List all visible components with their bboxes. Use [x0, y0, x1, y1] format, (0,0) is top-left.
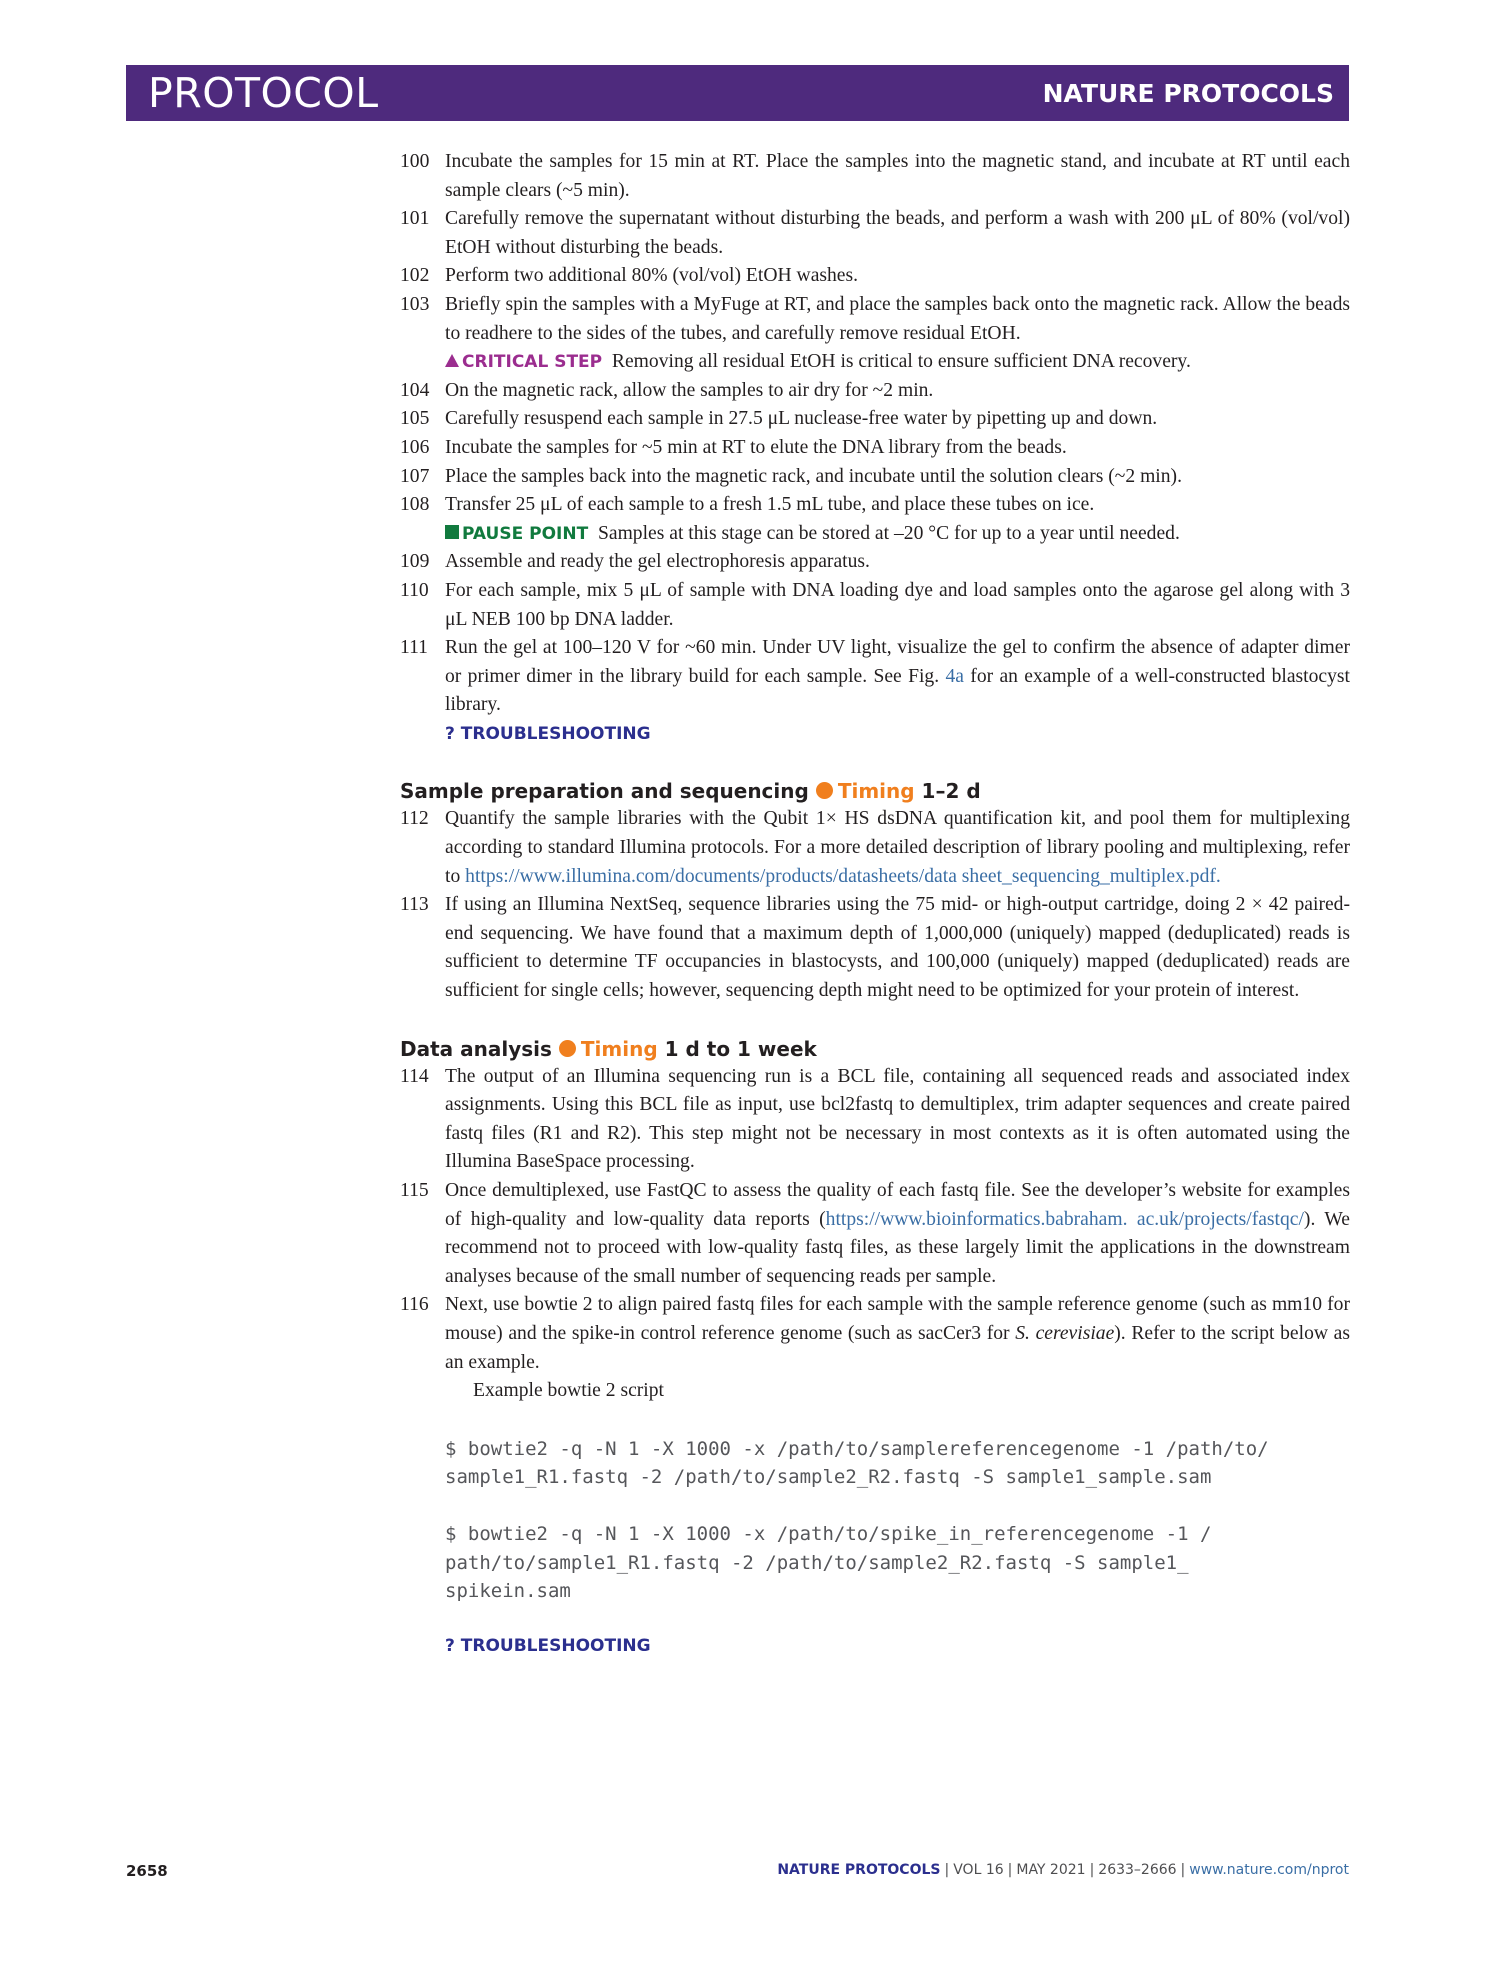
protocol-step: 113 If using an Illumina NextSeq, sequence libraries using the 75 mid- or high-output cartridge, doing 2 × 42 paired-end sequencing. We have found that a maximum depth of 1,000,000 (uniquely) mapped (deduplicated) reads is sufficient to determine TF occupancies in blastocysts, and 100,000 (uniquely) mapped (deduplicated) reads are sufficient for single cells; however, sequencing depth might need to be optimized for your protein of interest. [400, 894, 1350, 1002]
protocol-step: 107 Place the samples back into the magnetic rack, and incubate until the solution clears (~2 min). [400, 465, 1182, 487]
code-block: $ bowtie2 -q -N 1 -X 1000 -x /path/to/samplereferencegenome -1 /path/to/ sample1_R1.fastq -2 /path/to/sample2_R2.fastq -S sample1_sample.sam [445, 1437, 1269, 1489]
pause-point-note: PAUSE POINT Samples at this stage can be stored at –20 °C for up to a year until needed. [400, 520, 1350, 549]
troubleshooting-note [400, 1632, 1350, 1661]
protocol-step: 115 Once demultiplexed, use FastQC to assess the quality of each fastq file. See the developer’s website for examples of high-quality and low-quality data reports (https://www.bioinformatics.babraham. ac.uk/projects/fastqc/). We recommend not to proceed with low-quality fastq files, as these largely limit the applications in the downstream analyses because of the small number of sequencing reads per sample. [400, 1180, 1351, 1287]
code-block: $ bowtie2 -q -N 1 -X 1000 -x /path/to/spike_in_referencegenome -1 / path/to/sample1_R1.fastq -2 /path/to/sample2_R2.fastq -S sample1_ spikein.sam [445, 1522, 1212, 1603]
protocol-step: 112 Quantify the sample libraries with the Qubit 1× HS dsDNA quantification kit, and pool them for multiplexing according to standard Illumina protocols. For a more detailed description of library pooling and multiplexing, refer to https://www.illumina.com/documents/products/datasheets/data sheet_sequencing_multiplex.pdf. [400, 808, 1350, 887]
troubleshooting-note [400, 720, 1350, 749]
section-heading: Sample preparation and sequencing Timing 1–2 d [400, 779, 981, 804]
protocol-step: 104 On the magnetic rack, allow the samples to air dry for ~2 min. [400, 379, 934, 401]
protocol-step: 109 Assemble and ready the gel electrophoresis apparatus. [400, 551, 870, 573]
step-list [400, 148, 1350, 748]
script-caption: Example bowtie 2 script [473, 1380, 664, 1402]
protocol-step: 102 Perform two additional 80% (vol/vol) EtOH washes. [400, 265, 859, 287]
article-type-label: PROTOCOL [148, 69, 379, 117]
pause-square-icon [445, 525, 459, 539]
illumina-link[interactable]: https://www.illumina.com/documents/products/datasheets/data [465, 865, 957, 887]
protocol-step: 108 Transfer 25 μL of each sample to a fresh 1.5 mL tube, and place these tubes on ice. [400, 494, 1095, 516]
critical-step-note: CRITICAL STEP Removing all residual EtOH is critical to ensure sufficient DNA recovery. [400, 348, 1350, 377]
journal-header-bar [126, 65, 1349, 121]
protocol-step: 101 Carefully remove the supernatant without disturbing the beads, and perform a wash with 200 μL of 80% (vol/vol) EtOH without disturbing the beads. [400, 208, 1350, 258]
critical-triangle-icon [445, 354, 459, 367]
troubleshooting-label: ? TROUBLESHOOTING [445, 1635, 651, 1656]
protocol-step: 103 Briefly spin the samples with a MyFuge at RT, and place the samples back onto the magnetic rack. Allow the beads to readhere to the sides of the tubes, and carefully remove residual EtOH. [400, 293, 1350, 344]
timing-dot-icon [816, 782, 833, 799]
footer-citation: NATURE PROTOCOLS | VOL 16 | MAY 2021 | 2633–2666 | www.nature.com/nprot [777, 1862, 1349, 1878]
protocol-step: 111 Run the gel at 100–120 V for ~60 min. Under UV light, visualize the gel to confirm the absence of adapter dimer or primer dimer in the library build for each sample. See Fig. 4a for an example of a well-constructed blastocyst library. [400, 637, 1350, 716]
illumina-link-continued[interactable]: sheet_sequencing_multiplex.pdf. [961, 865, 1221, 887]
protocol-step: 105 Carefully resuspend each sample in 27.5 μL nuclease-free water by pipetting up and down. [400, 408, 1158, 430]
article-body [400, 148, 1350, 1660]
section-heading: Data analysis Timing 1 d to 1 week [400, 1036, 817, 1061]
fastqc-link[interactable]: https://www.bioinformatics.babraham. [825, 1208, 1128, 1230]
critical-step-label: CRITICAL STEP [462, 352, 603, 373]
protocol-step: 110 For each sample, mix 5 μL of sample with DNA loading dye and load samples onto the agarose gel along with 3 μL NEB 100 bp DNA ladder. [400, 579, 1350, 630]
protocol-step: 100 Incubate the samples for 15 min at RT. Place the samples into the magnetic stand, and incubate at RT until each sample clears (~5 min). [400, 151, 1350, 201]
fastqc-link-continued[interactable]: ac.uk/projects/fastqc/ [1136, 1208, 1304, 1230]
protocol-step: 106 Incubate the samples for ~5 min at RT to elute the DNA library from the beads. [400, 436, 1067, 458]
pause-point-label: PAUSE POINT [462, 523, 589, 544]
protocol-step: 114 The output of an Illumina sequencing run is a BCL file, containing all sequenced reads and associated index assignments. Using this BCL file as input, use bcl2fastq to demultiplex, trim adapter sequences and create paired fastq files (R1 and R2). This step might not be necessary in most contexts as it is often automated using the Illumina BaseSpace processing. [400, 1065, 1350, 1173]
journal-name: NATURE PROTOCOLS [1042, 79, 1334, 108]
figure-link[interactable]: 4a [945, 665, 964, 687]
journal-url-link[interactable]: www.nature.com/nprot [1189, 1862, 1349, 1878]
timing-dot-icon [559, 1040, 576, 1057]
troubleshooting-label: ? TROUBLESHOOTING [445, 723, 651, 744]
page-number: 2658 [126, 1862, 168, 1880]
protocol-step: 116 Next, use bowtie 2 to align paired fastq files for each sample with the sample reference genome (such as mm10 for mouse) and the spike-in control reference genome (such as sacCer3 for S. cerevisiae). Refer to the script below as an example. Example bowtie 2 script [400, 1294, 1350, 1402]
